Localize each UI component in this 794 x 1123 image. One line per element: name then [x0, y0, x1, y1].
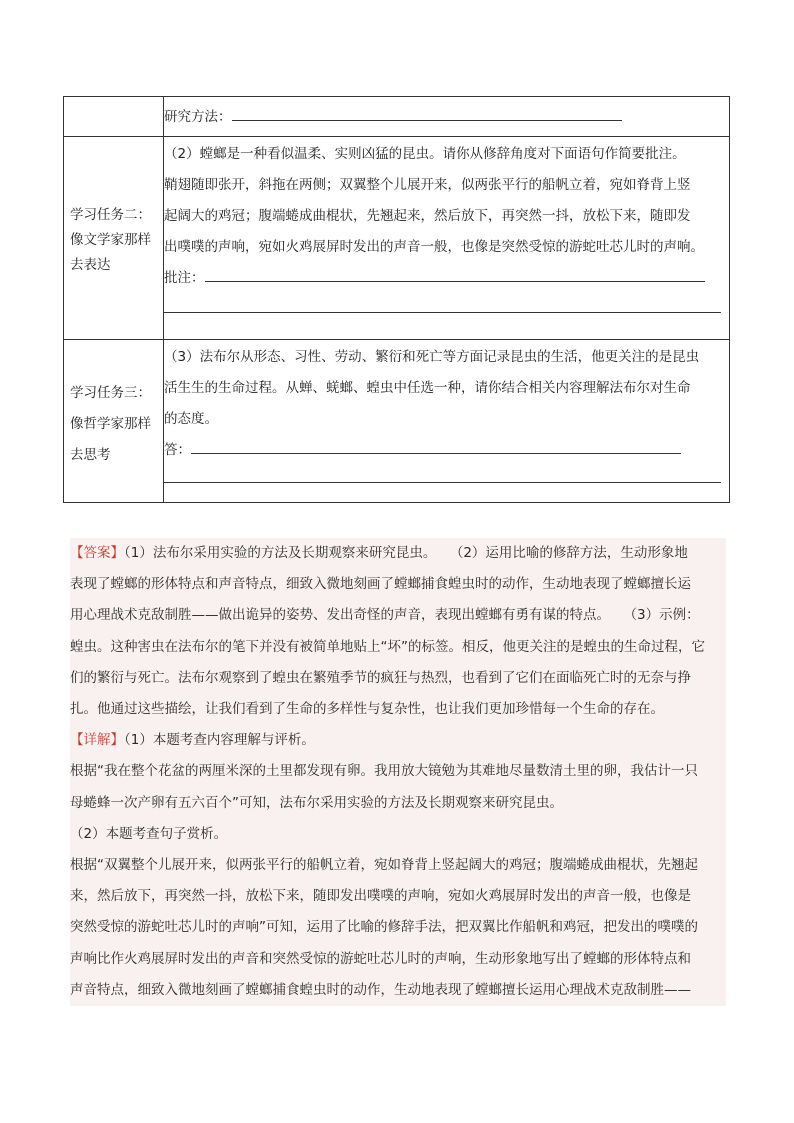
explain-line: 根据“我在整个花盆的两厘米深的土里都发现有卵。我用放大镜勉为其难地尽量数清土里的卵，我估计一只	[70, 763, 698, 780]
answer-line: 扎。他通过这些描绘，让我们看到了生命的多样性与复杂性，也让我们更加珍惜每一个生命的存在。	[70, 701, 664, 718]
explain-line: 声响比作火鸡展屏时发出的声音和突然受惊的游蛇吐芯儿时的声响，生动形象地写出了螳螂的形体特点和	[70, 950, 691, 967]
note-prompt: 批注：	[164, 270, 205, 286]
answer-line: 们的繁衍与死亡。法布尔观察到了蝗虫在繁殖季节的疯狂与热烈，也看到了它们在面临死亡时的无奈与挣	[70, 669, 691, 686]
question-text: （3）法布尔从形态、习性、劳动、繁衍和死亡等方面记录昆虫的生活，他更关注的是昆虫	[164, 349, 700, 365]
task-label-line: 学习任务三：	[70, 384, 151, 401]
quoted-passage: 鞘翅随即张开，斜拖在两侧；双翼整个儿展开来，似两张平行的船帆立着，宛如脊背上竖	[164, 177, 691, 193]
quoted-passage: 起阔大的鸡冠；腹端蜷成曲棍状，先翘起来，然后放下，再突然一抖，放松下来，随即发	[164, 208, 691, 224]
task-label-line: 学习任务二：	[70, 206, 151, 223]
explain-line: 突然受惊的游蛇吐芯儿时的声响”可知，运用了比喻的修辞手法，把双翼比作船帆和鸡冠，把发出的噗噗的	[70, 919, 698, 936]
explain-line: 母蜷蜂一次产卵有五六百个”可知，法布尔采用实验的方法及长期观察来研究昆虫。	[70, 794, 563, 811]
question-text: 的态度。	[164, 411, 218, 427]
explain-heading: （2）本题考查句子赏析。	[70, 825, 228, 842]
answer-tag: 【答案】	[70, 545, 124, 561]
note-answer-blank[interactable]	[205, 267, 705, 282]
explain-tag: 【详解】	[70, 732, 124, 749]
task-label-two	[64, 137, 164, 340]
task-label-line: 像文学家那样	[70, 231, 151, 248]
question-text: （2）螳螂是一种看似温柔、实则凶猛的昆虫。请你从修辞角度对下面语句作简要批注。	[164, 146, 686, 162]
answer-prompt: 答：	[164, 442, 191, 458]
task-row-method	[64, 97, 730, 137]
answer-line: 蝗虫。这种害虫在法布尔的笔下并没有被简单地贴上“坏”的标签。相反，他更关注的是蝗虫的生命过程，它	[70, 638, 705, 655]
attitude-answer-blank[interactable]	[191, 439, 681, 454]
attitude-cell	[164, 340, 730, 503]
task-label-line: 去思考	[70, 446, 111, 463]
method-prompt: 研究方法：	[164, 109, 232, 125]
explain-line: 【详解】（1）本题考查内容理解与评析。	[70, 732, 315, 749]
method-answer-blank[interactable]	[232, 106, 622, 121]
task-label-line: 像哲学家那样	[70, 415, 151, 432]
task-label-three	[64, 340, 164, 503]
answer-line: 表现了螳螂的形体特点和声音特点，细致入微地刻画了螳螂捕食蝗虫时的动作，生动地表现了螳螂擅长运	[70, 576, 691, 593]
answer-section	[70, 538, 726, 1006]
task-label-empty	[64, 97, 164, 137]
method-cell	[164, 97, 730, 137]
note-answer-line[interactable]	[164, 292, 721, 313]
answer-line: 【答案】（1）法布尔采用实验的方法及长期观察来研究昆虫。 （2）运用比喻的修辞方法，生动形象地	[70, 545, 688, 561]
task-table	[63, 96, 730, 503]
explain-line: 来，然后放下，再突然一抖，放松下来，随即发出噗噗的声响，宛如火鸡展屏时发出的声音一般，也像是	[70, 888, 691, 905]
explain-line: 根据“双翼整个儿展开来，似两张平行的船帆立着，宛如脊背上竖起阔大的鸡冠；腹端蜷成曲棍状，先翘起	[70, 857, 698, 874]
task-row-three	[64, 340, 730, 503]
explain-line: 声音特点，细致入微地刻画了螳螂捕食蝗虫时的动作，生动地表现了螳螂擅长运用心理战术克敌制胜——	[70, 981, 691, 998]
task-label-line: 去表达	[70, 256, 111, 273]
answer-line: 用心理战术克敌制胜——做出诡异的姿势、发出奇怪的声音，表现出螳螂有勇有谋的特点。 （3）示例：	[70, 607, 700, 624]
rhetoric-cell	[164, 137, 730, 340]
task-row-two	[64, 137, 730, 340]
quoted-passage: 出噗噗的声响，宛如火鸡展屏时发出的声音一般，也像是突然受惊的游蛇吐芯儿时的声响。	[164, 239, 704, 255]
question-text: 活生生的生命过程。从蝉、蜣螂、蝗虫中任选一种，请你结合相关内容理解法布尔对生命	[164, 380, 691, 396]
